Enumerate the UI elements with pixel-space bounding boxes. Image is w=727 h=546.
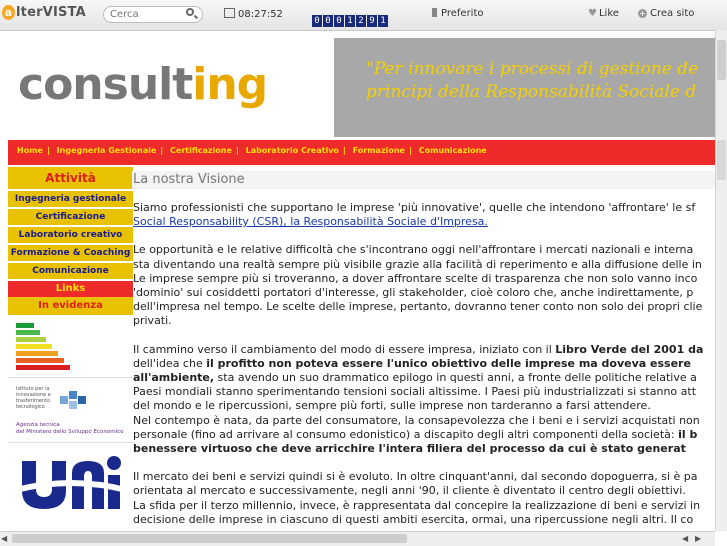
paragraph-line: Le opportunità e le relative difficoltà che s'incontrano oggi nell'affrontare i mercati nazionali e interna — [133, 243, 694, 257]
energy-bar — [16, 351, 58, 356]
banner-quote-box — [334, 38, 715, 137]
energy-bar — [16, 365, 70, 370]
create-label: Crea sito — [650, 8, 695, 19]
nav-separator: | — [46, 146, 50, 155]
ipi-agency-logo[interactable] — [8, 378, 133, 443]
visit-counter — [312, 8, 389, 27]
sidebar-item-ingegneria-gestionale[interactable]: Ingegneria gestionale — [8, 191, 133, 207]
site-brand[interactable] — [18, 59, 267, 110]
paragraph-bold: all'ambiente, — [133, 371, 215, 385]
counter-digit: 0 — [323, 15, 333, 27]
paragraph-line: dell'impresa nel tempo. Le scelte delle imprese, pertanto, dovranno tener conto non solo dei propri clie — [133, 300, 703, 314]
paragraph-text: sta avendo un suo drammatico epilogo in questi anni, a fronte delle politiche relative a — [214, 371, 697, 385]
ipi-caption-line: del Ministero dello Sviluppo Economico — [16, 429, 124, 435]
nav-separator: | — [235, 146, 239, 155]
uni-logo[interactable] — [8, 443, 133, 521]
cubes-icon — [58, 388, 90, 414]
logo-text: lterVISTA — [16, 5, 86, 20]
paragraph-line: orientata al mercato e successivamente, negli anni '90, il cliente è diventato il centro degli obiettivi. — [133, 484, 686, 498]
paragraph-line: decisione delle imprese in ciascuno di questi ambiti esercita, ormai, una ripercussione negli altri. Il co — [133, 512, 694, 526]
counter-digit: 0 — [334, 15, 344, 27]
paragraph-line: Siamo professionisti che supportano le imprese 'più innovative', quelle che intendono 'affrontare' le sf — [133, 201, 696, 214]
main-content — [132, 167, 715, 531]
ipi-caption-line: Agenzia tecnica — [16, 422, 60, 428]
counter-digit: 9 — [367, 15, 377, 27]
nav-comunicazione[interactable]: Comunicazione — [418, 146, 487, 155]
scroll-left-icon[interactable]: ◀ — [682, 534, 689, 543]
article-body — [133, 201, 715, 527]
favorite-button[interactable] — [432, 8, 484, 19]
brand-part2: ing — [192, 59, 268, 110]
plus-icon: + — [639, 9, 646, 18]
nav-separator: | — [408, 146, 412, 155]
paragraph-line: 'dominio' sui cosiddetti portatori d'interesse, gli stakeholder, cioè coloro che, anche indirettamente, p — [133, 286, 694, 300]
ipi-logo-text: Istituto per la innovazione e trasferimento tecnologico — [16, 386, 51, 410]
quote-line: "Per innovare i processi di gestione de — [366, 59, 699, 79]
paragraph-line: del mondo e le ripercussioni, sempre più forti, sulle imprese non tarderanno a farsi attendere. — [133, 399, 651, 413]
clock-time: 08:27:52 — [238, 9, 283, 20]
paragraph-line: La sfida per il terzo millennio, invece, è rappresentata dal concepire la realizzazione di beni e servizi in — [133, 498, 701, 512]
nav-laboratorio-creativo[interactable]: Laboratorio Creativo — [245, 146, 339, 155]
counter-digit: 1 — [345, 15, 355, 27]
quote-line: principi della Responsabilità Sociale d — [366, 82, 697, 102]
nav-separator: | — [342, 146, 346, 155]
paragraph-line: Paesi mondiali stanno sperimentando tensioni sociali altissime. I Paesi più industrializzati si stanno att — [133, 385, 697, 399]
calendar-icon — [224, 8, 235, 18]
paragraph-text: personale (fino ad arrivare al consumo edonistico) a discapito degli altri componenti della società: — [133, 427, 679, 441]
horizontal-scroll-thumb[interactable] — [12, 534, 407, 543]
nav-certificazione[interactable]: Certificazione — [170, 146, 232, 155]
heart-icon: ♥ — [588, 8, 597, 19]
logo-initial: a — [2, 5, 15, 20]
csr-link[interactable]: Social Responsability (CSR), la Responsabilità Sociale d'Impresa. — [133, 215, 488, 229]
nav-home[interactable]: Home — [17, 146, 43, 155]
paragraph-bold: il profitto non poteva essere l'unico obiettivo delle imprese ma doveva essere — [206, 356, 691, 370]
ipi-caption — [16, 422, 131, 436]
paragraph-bold: Libro Verde del 2001 da — [555, 342, 704, 356]
search-icon[interactable] — [186, 8, 194, 16]
vertical-scroll-thumb[interactable] — [717, 140, 726, 180]
uni-logo-mark — [16, 451, 126, 513]
create-site-button[interactable] — [638, 8, 694, 19]
paragraph-line: sta diventando una realtà sempre più visibile grazie alla facilità di reperimento e alla diffusione delle in — [133, 257, 702, 271]
main-nav — [8, 140, 715, 165]
nav-separator: | — [160, 146, 164, 155]
altervista-toolbar — [0, 0, 727, 31]
energy-label-image[interactable] — [8, 315, 133, 378]
sidebar-item-comunicazione[interactable]: Comunicazione — [8, 263, 133, 279]
nav-ingegneria-gestionale[interactable]: Ingegneria Gestionale — [56, 146, 157, 155]
favorite-label: Preferito — [441, 8, 484, 19]
paragraph-line: Nel contempo è nata, da parte del consumatore, la consapevolezza che i beni e i servizi acquistati non — [133, 413, 700, 427]
paragraph-line: Le imprese sempre più si troveranno, a dover affrontare scelte di trasparenza che non solo vanno inco — [133, 271, 698, 285]
energy-bar — [16, 330, 40, 335]
energy-bar — [16, 358, 64, 363]
horizontal-scrollbar[interactable] — [0, 531, 715, 546]
clock — [224, 8, 283, 20]
counter-digit: 1 — [378, 15, 388, 27]
counter-digit: 0 — [312, 15, 322, 27]
sidebar-item-laboratorio-creativo[interactable]: Laboratorio creativo — [8, 227, 133, 243]
scroll-left-icon[interactable]: ◀ — [1, 534, 8, 543]
sidebar-heading: Attività — [8, 167, 133, 189]
paragraph-line: Il mercato dei beni e servizi quindi si è evoluto. In oltre cinquant'anni, dal secondo dopoguerra, si è pa — [133, 470, 698, 484]
like-label: Like — [598, 8, 619, 19]
sidebar-item-formazione-coaching[interactable]: Formazione & Coaching — [8, 245, 133, 261]
energy-bar — [16, 323, 34, 328]
sidebar-in-evidenza: In evidenza — [8, 297, 133, 315]
page-title: La nostra Visione — [132, 171, 715, 189]
vertical-scroll-thumb[interactable] — [717, 40, 726, 80]
altervista-logo[interactable] — [2, 5, 86, 20]
sidebar-item-certificazione[interactable]: Certificazione — [8, 209, 133, 225]
site-banner — [0, 38, 715, 137]
counter-digit: 2 — [356, 15, 366, 27]
sidebar-links[interactable]: Links — [8, 281, 133, 297]
vertical-scrollbar[interactable] — [715, 30, 727, 531]
brand-part1: consult — [18, 59, 193, 110]
energy-bar — [16, 344, 52, 349]
paragraph-line: privati. — [133, 314, 172, 328]
nav-formazione[interactable]: Formazione — [352, 146, 405, 155]
paragraph-bold: il b — [678, 427, 698, 441]
paragraph-text: dell'idea che — [133, 356, 207, 370]
banner-quote — [366, 58, 715, 104]
sidebar — [8, 167, 133, 521]
bookmark-icon — [432, 8, 437, 17]
energy-bar — [16, 337, 46, 342]
paragraph-text: Il cammino verso il cambiamento del modo di essere impresa, iniziato con il — [133, 342, 556, 356]
like-button[interactable] — [588, 8, 619, 19]
paragraph-bold: benessere virtuoso che deve arricchire l'intera filiera del processo da cui è stato generat — [133, 442, 686, 456]
scroll-right-icon[interactable]: ▶ — [695, 534, 702, 543]
